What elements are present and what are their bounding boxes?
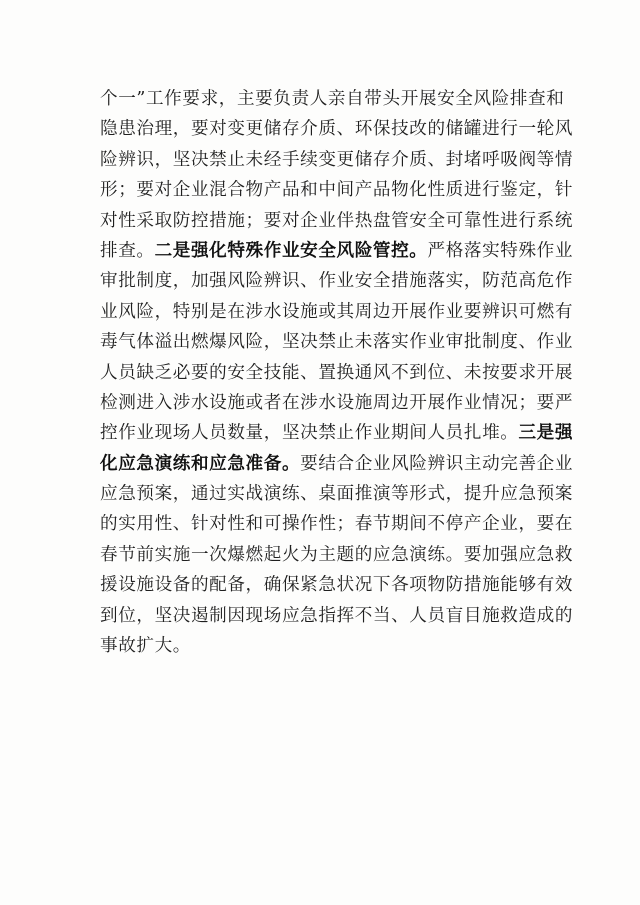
text-line [100,327,574,357]
text-span: 个一”工作要求，主要负责人亲自带头开展安全风险排查和 [100,89,565,109]
text-span: 到位，坚决遏制因现场应急指挥不当、人员盲目施救造成的 [100,605,574,626]
heading-two-bold: 二是强化特殊作业安全风险管控。 [154,239,428,261]
text-span: 对性采取防控措施；要对企业伴热盘管安全可靠性进行系统 [100,210,574,231]
text-line [100,479,574,509]
text-span: 人员缺乏必要的安全技能、置换通风不到位、未按要求开展 [100,362,574,383]
text-span: 形；要对企业混合物产品和中间产品物化性质进行鉴定，针 [100,180,574,201]
text-span: 应急预案，通过实战演练、桌面推演等形式，提升应急预案 [100,484,574,505]
text-span: 援设施设备的配备，确保紧急状况下各项物防措施能够有效 [100,575,574,596]
text-span: 审批制度，加强风险辨识、作业安全措施落实，防范高危作 [100,271,574,292]
text-span: 业风险，特别是在涉水设施或其周边开展作业要辨识可燃有 [100,301,574,322]
text-span: 毒气体溢出燃爆风险，坚决禁止未落实作业审批制度、作业 [100,332,574,353]
text-line [100,206,574,236]
text-span: 要结合企业风险辨识主动完善企业 [300,453,574,474]
text-line [100,418,574,448]
text-line [100,297,574,327]
text-line [100,388,574,418]
document-body [100,84,574,661]
text-line [100,236,574,266]
text-line [100,175,574,205]
text-span: 事故扩大。 [100,636,191,657]
text-line-last [100,631,542,661]
text-line [100,145,574,175]
text-span: 隐患治理，要对变更储存介质、环保技改的储罐进行一轮风 [100,119,574,140]
text-line [100,449,574,479]
text-line [100,509,574,539]
text-line [100,601,574,631]
heading-three-bold-start: 三是强 [518,422,574,444]
text-line [100,540,574,570]
text-span: 险辨识，坚决禁止未经手续变更储存介质、封堵呼吸阀等情 [100,149,574,170]
text-line [100,570,574,600]
text-span: 的实用性、针对性和可操作性；春节期间不停产企业，要在 [100,514,574,535]
text-line [100,114,574,144]
text-span: 排查。 [100,240,155,261]
heading-three-bold-end: 化应急演练和应急准备。 [100,452,301,474]
text-span: 控作业现场人员数量，坚决禁止作业期间人员扎堆。 [100,423,519,444]
text-span: 检测进入涉水设施或者在涉水设施周边开展作业情况；要严 [100,392,574,413]
text-line [100,84,565,114]
text-span: 春节前实施一次爆燃起火为主题的应急演练。要加强应急救 [100,544,574,565]
text-line [100,358,574,388]
text-span: 严格落实特殊作业 [427,240,574,261]
text-line [100,266,574,296]
